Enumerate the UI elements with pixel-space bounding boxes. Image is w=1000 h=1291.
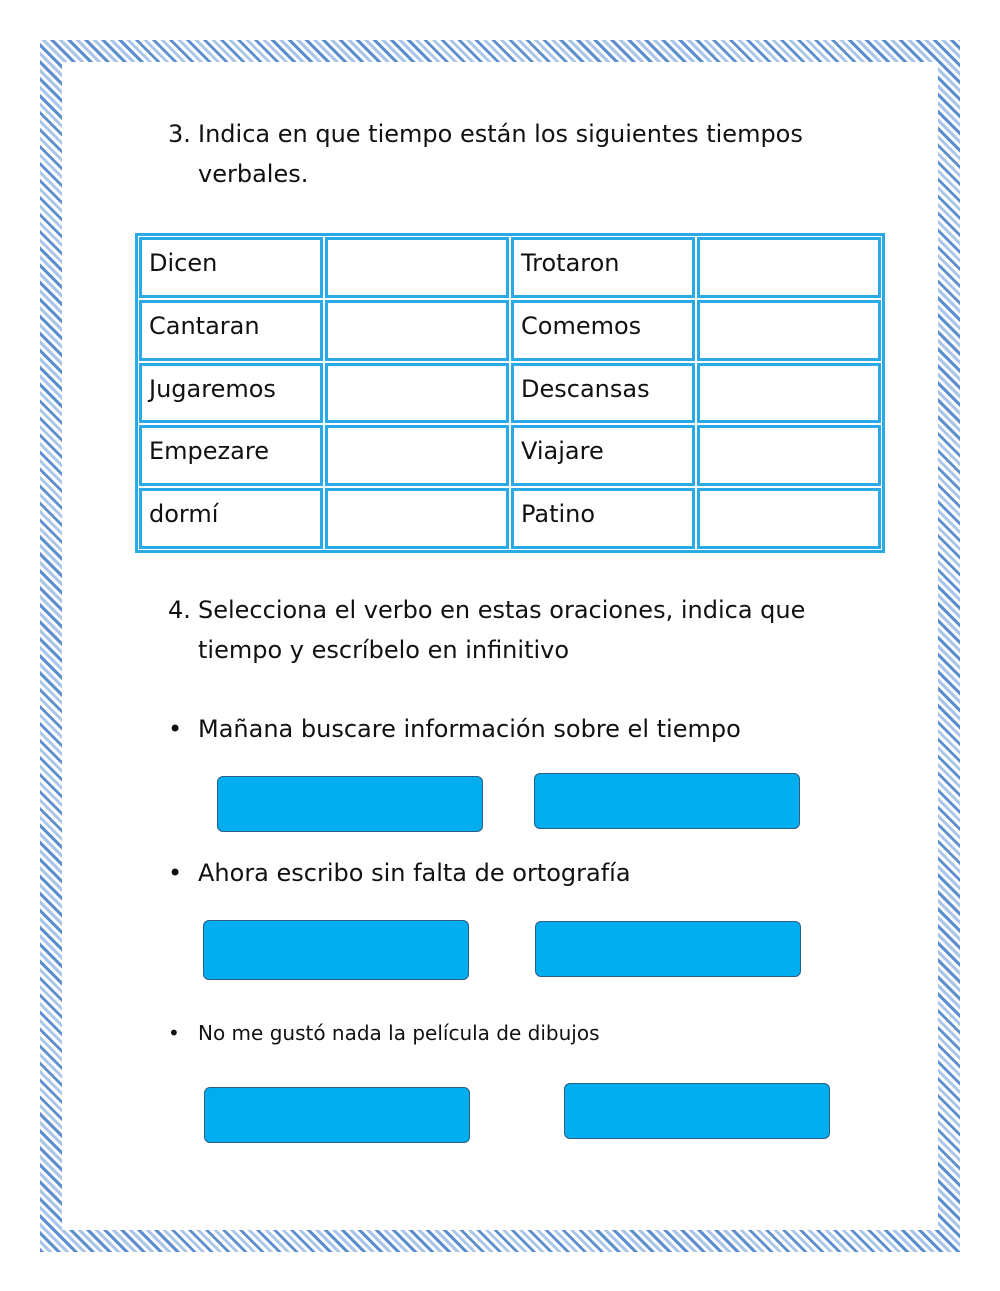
bullet-icon: • <box>168 715 183 743</box>
table-cell-verb: Jugaremos <box>139 363 323 424</box>
table-cell-answer[interactable] <box>697 300 881 361</box>
answer-box-verb[interactable] <box>203 920 469 980</box>
verb-tense-table <box>135 233 885 553</box>
table-cell-verb: Patino <box>511 488 695 549</box>
question-4-text: Selecciona el verbo en estas oraciones, indica que tiempo y escríbelo en infinitivo <box>198 596 806 664</box>
bullet-icon: • <box>168 1021 180 1045</box>
table-cell-answer[interactable] <box>325 363 509 424</box>
table-cell-verb: Cantaran <box>139 300 323 361</box>
sentence-text: No me gustó nada la película de dibujos <box>198 1021 600 1045</box>
bullet-icon: • <box>168 859 183 887</box>
table-cell-verb: dormí <box>139 488 323 549</box>
answer-box-infinitive[interactable] <box>534 773 800 829</box>
table-cell-answer[interactable] <box>697 237 881 298</box>
answer-box-verb[interactable] <box>204 1087 470 1143</box>
table-cell-verb: Empezare <box>139 425 323 486</box>
table-cell-verb: Descansas <box>511 363 695 424</box>
question-3-text: Indica en que tiempo están los siguientes tiempos verbales. <box>198 120 803 188</box>
sentence-text: Mañana buscare información sobre el tiempo <box>198 715 741 743</box>
table-cell-verb: Dicen <box>139 237 323 298</box>
table-cell-answer[interactable] <box>325 237 509 298</box>
question-4-number: 4. <box>168 596 191 624</box>
table-cell-answer[interactable] <box>325 488 509 549</box>
table-cell-verb: Viajare <box>511 425 695 486</box>
sentence-text: Ahora escribo sin falta de ortografía <box>198 859 631 887</box>
table-cell-answer[interactable] <box>697 425 881 486</box>
answer-box-verb[interactable] <box>217 776 483 832</box>
answer-box-infinitive[interactable] <box>535 921 801 977</box>
table-cell-answer[interactable] <box>325 300 509 361</box>
table-cell-answer[interactable] <box>697 363 881 424</box>
table-cell-answer[interactable] <box>697 488 881 549</box>
answer-box-infinitive[interactable] <box>564 1083 830 1139</box>
table-cell-verb: Comemos <box>511 300 695 361</box>
table-cell-answer[interactable] <box>325 425 509 486</box>
table-cell-verb: Trotaron <box>511 237 695 298</box>
question-3-number: 3. <box>168 120 191 148</box>
